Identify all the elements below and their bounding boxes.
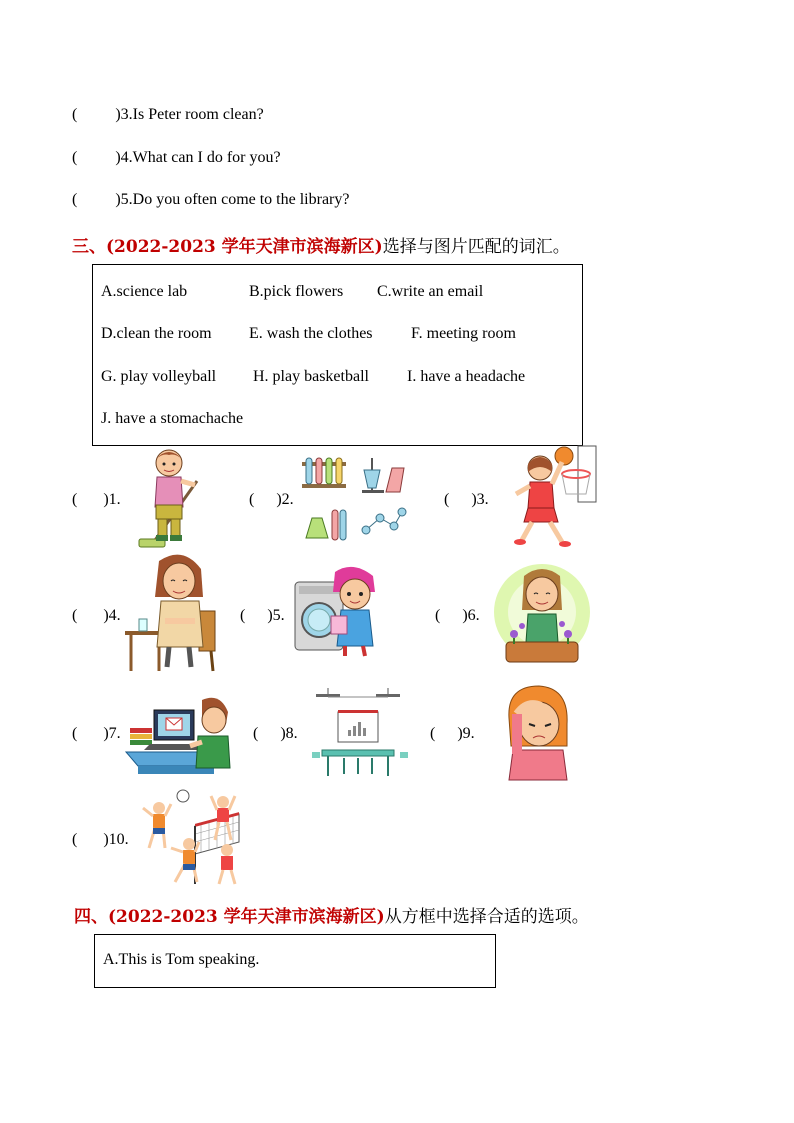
item-2-label <box>249 491 294 509</box>
section-source: (2022-2023 学年天津市滨海新区) <box>108 907 385 927</box>
boy-email-image <box>124 696 234 778</box>
answer-paren-open[interactable]: ( <box>72 149 78 166</box>
item-number: )6. <box>462 607 480 624</box>
girl-headache-image <box>503 684 573 782</box>
answer-paren-close: ) <box>115 149 121 166</box>
option-b: B.pick flowers <box>249 283 344 300</box>
answer-paren-open[interactable]: ( <box>249 491 255 508</box>
answer-paren-open[interactable]: ( <box>72 607 78 624</box>
answer-paren-open[interactable]: ( <box>72 831 78 848</box>
option-e: E. wash the clothes <box>249 325 373 342</box>
item-number: )9. <box>457 725 475 742</box>
section-source: (2022-2023 学年天津市滨海新区) <box>106 237 383 257</box>
item-number: )10. <box>103 831 129 848</box>
woman-stomachache-image <box>125 551 223 674</box>
answer-paren-open[interactable]: ( <box>435 607 441 624</box>
answer-paren-open[interactable]: ( <box>430 725 436 742</box>
girl-washing-clothes-image <box>293 566 385 658</box>
item-4-label <box>72 607 121 625</box>
option-d: D.clean the room <box>101 325 212 342</box>
section-3-heading <box>72 232 570 257</box>
question-text: 4.What can I do for you? <box>120 149 281 166</box>
answer-paren-open[interactable]: ( <box>72 725 78 742</box>
answer-paren-open[interactable]: ( <box>240 607 246 624</box>
option-a: A.This is Tom speaking. <box>103 951 260 968</box>
section-4-heading <box>74 902 589 927</box>
question-text: 5.Do you often come to the library? <box>120 191 350 208</box>
item-1-label <box>72 491 121 509</box>
option-f: F. meeting room <box>411 325 516 342</box>
item-number: )8. <box>280 725 298 742</box>
section-instruction: 选择与图片匹配的词汇。 <box>382 237 570 257</box>
item-10-label <box>72 831 129 849</box>
answer-paren-open[interactable]: ( <box>444 491 450 508</box>
item-number: )3. <box>471 491 489 508</box>
answer-paren-open[interactable]: ( <box>72 191 78 208</box>
science-lab-image <box>300 454 410 546</box>
question-4 <box>72 149 281 167</box>
item-number: )7. <box>103 725 121 742</box>
item-number: )4. <box>103 607 121 624</box>
answer-paren-open[interactable]: ( <box>72 106 78 123</box>
girl-basketball-image <box>500 444 600 552</box>
item-9-label <box>430 725 475 743</box>
option-i: I. have a headache <box>407 368 526 385</box>
answer-paren-close: ) <box>115 106 121 123</box>
answer-paren-open[interactable]: ( <box>72 491 78 508</box>
item-8-label <box>253 725 298 743</box>
volleyball-players-image <box>135 788 243 886</box>
item-number: )5. <box>267 607 285 624</box>
answer-paren-open[interactable]: ( <box>253 725 259 742</box>
girl-flowers-image <box>492 560 592 668</box>
item-number: )1. <box>103 491 121 508</box>
section-number: 三、 <box>72 237 106 257</box>
item-5-label <box>240 607 285 625</box>
question-5 <box>72 191 349 209</box>
question-3 <box>72 106 264 124</box>
answer-paren-close: ) <box>115 191 121 208</box>
boy-mopping-image <box>135 447 210 552</box>
item-6-label <box>435 607 480 625</box>
item-3-label <box>444 491 489 509</box>
item-number: )2. <box>276 491 294 508</box>
meeting-room-image <box>308 688 412 778</box>
item-7-label <box>72 725 121 743</box>
option-c: C.write an email <box>377 283 484 300</box>
option-g: G. play volleyball <box>101 368 217 385</box>
option-h: H. play basketball <box>253 368 369 385</box>
section-instruction: 从方框中选择合适的选项。 <box>384 907 589 927</box>
option-a: A.science lab <box>101 283 188 300</box>
option-j: J. have a stomachache <box>101 410 244 427</box>
section-number: 四、 <box>74 907 108 927</box>
question-text: 3.Is Peter room clean? <box>120 106 264 123</box>
